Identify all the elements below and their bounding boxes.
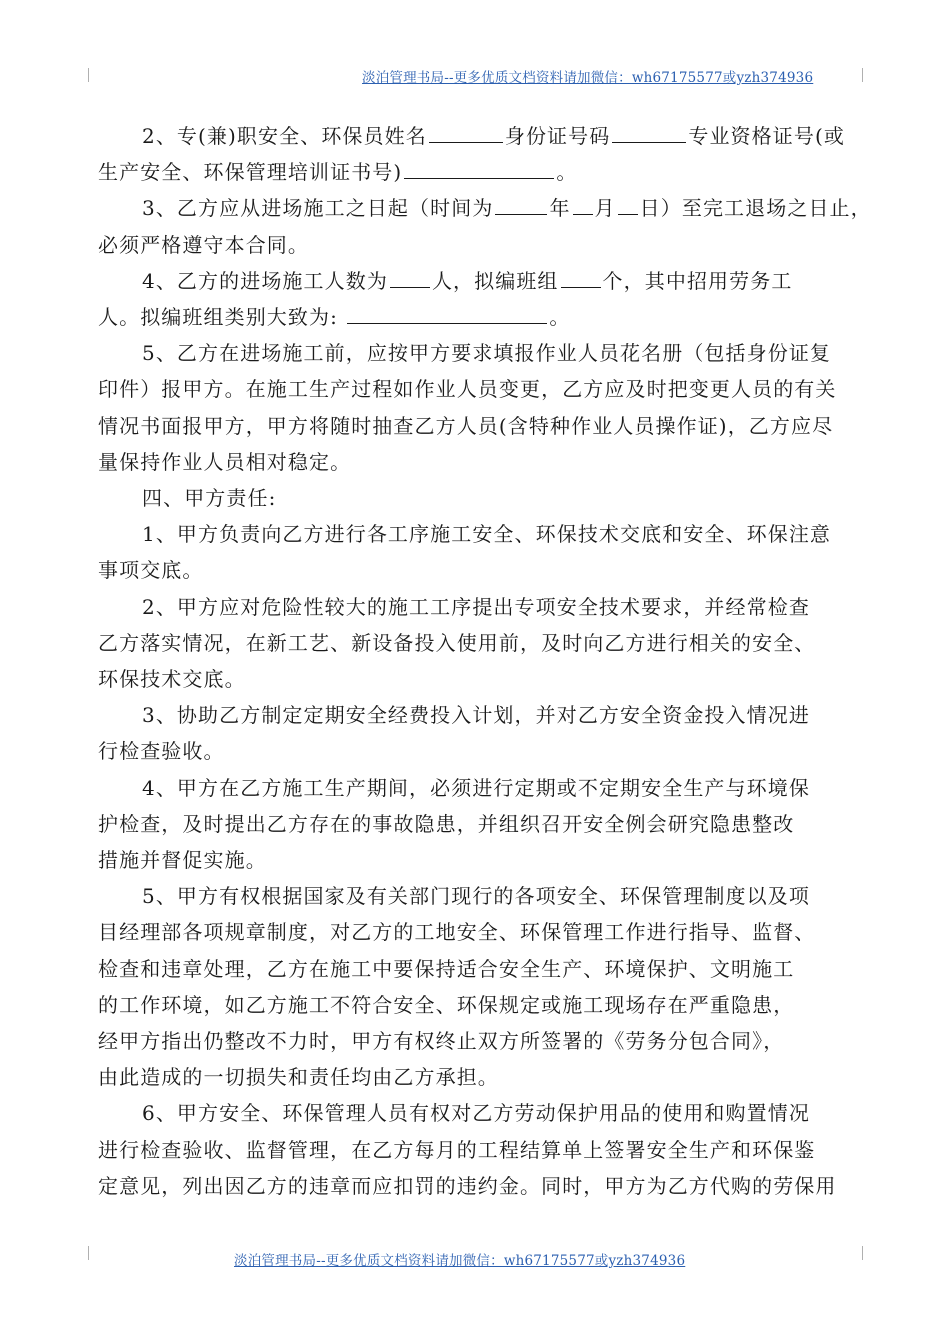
text: 3、乙方应从进场施工之日起（时间为: [142, 196, 494, 221]
text: 2、甲方应对危险性较大的施工工序提出专项安全技术要求，并经常检查: [142, 594, 810, 619]
month-blank[interactable]: [573, 192, 593, 215]
document-body: [98, 118, 872, 1204]
team-types-blank[interactable]: [347, 301, 547, 324]
text: 生产安全、环保管理培训证书号): [98, 160, 403, 185]
duty-item-2: [98, 589, 864, 698]
duty-item-6: [98, 1095, 864, 1204]
team-count-blank[interactable]: [561, 265, 601, 288]
text: 人。拟编班组类别大致为:: [98, 305, 338, 330]
text: 1、甲方负责向乙方进行各工序施工安全、环保技术交底和安全、环保注意: [142, 522, 832, 547]
day-blank[interactable]: [618, 192, 638, 215]
crop-mark-top-left: [88, 68, 89, 82]
text: 事项交底。: [98, 558, 204, 583]
paragraph-2: [98, 118, 864, 190]
text: 4、甲方在乙方施工生产期间，必须进行定期或不定期安全生产与环境保: [142, 775, 810, 800]
footer-watermark-link[interactable]: 淡泊管理书局--更多优质文档资料请加微信：wh67175577或yzh374936: [234, 1253, 686, 1269]
year-blank[interactable]: [495, 192, 547, 215]
text: 量保持作业人员相对稳定。: [98, 449, 352, 474]
crop-mark-bottom-left: [88, 1246, 89, 1260]
text: 情况书面报甲方，甲方将随时抽查乙方人员(含特种作业人员操作证)，乙方应尽: [98, 413, 834, 438]
text: 乙方落实情况，在新工艺、新设备投入使用前，及时向乙方进行相关的安全、: [98, 630, 816, 655]
text: 环保技术交底。: [98, 667, 246, 692]
text: 护检查，及时提出乙方存在的事故隐患，并组织召开安全例会研究隐患整改: [98, 811, 795, 836]
text: 5、甲方有权根据国家及有关部门现行的各项安全、环保管理制度以及项: [142, 884, 810, 909]
paragraph-3: [98, 190, 872, 262]
text: 个，其中招用劳务工: [602, 268, 793, 293]
id-number-blank[interactable]: [612, 120, 686, 143]
text: 2、专(兼)职安全、环保员姓名: [142, 124, 427, 148]
text: 日）至完工退场之日止，: [639, 196, 872, 221]
text: 印件）报甲方。在施工生产过程如作业人员变更，乙方应及时把变更人员的有关: [98, 377, 837, 402]
duty-item-1: [98, 516, 864, 588]
text: 6、甲方安全、环保管理人员有权对乙方劳动保护用品的使用和购置情况: [142, 1101, 810, 1126]
paragraph-4: [98, 263, 864, 335]
text: 5、乙方在进场施工前，应按甲方要求填报作业人员花名册（包括身份证复: [142, 341, 832, 366]
text: 年: [549, 196, 571, 221]
headcount-blank[interactable]: [390, 265, 430, 288]
certificate-blank[interactable]: [404, 156, 554, 179]
text: 由此造成的一切损失和责任均由乙方承担。: [98, 1065, 499, 1090]
text: 专业资格证号(或: [688, 124, 845, 148]
header-watermark-link[interactable]: 淡泊管理书局--更多优质文档资料请加微信：wh67175577或yzh374936: [362, 70, 814, 86]
section-heading-party-a-duties: 四、甲方责任:: [142, 486, 277, 511]
text: 。: [549, 305, 571, 330]
text: 定意见，列出因乙方的违章而应扣罚的违约金。同时，甲方为乙方代购的劳保用: [98, 1173, 837, 1198]
name-blank[interactable]: [429, 120, 503, 143]
text: 必须严格遵守本合同。: [98, 232, 309, 257]
text: 检查和违章处理，乙方在施工中要保持适合安全生产、环境保护、文明施工: [98, 956, 795, 981]
text: 经甲方指出仍整改不力时，甲方有权终止双方所签署的《劳务分包合同》，: [98, 1029, 785, 1054]
text: 措施并督促实施。: [98, 848, 267, 873]
crop-mark-bottom-right: [862, 1246, 863, 1260]
crop-mark-top-right: [862, 68, 863, 82]
duty-item-5: [98, 878, 864, 1095]
text: 。: [556, 160, 578, 185]
text: 进行检查验收、监督管理，在乙方每月的工程结算单上签署安全生产和环保鉴: [98, 1137, 816, 1162]
text: 目经理部各项规章制度，对乙方的工地安全、环保管理工作进行指导、监督、: [98, 920, 816, 945]
duty-item-3: [98, 697, 864, 769]
text: 行检查验收。: [98, 739, 225, 764]
text: 月: [594, 196, 616, 221]
text: 3、协助乙方制定定期安全经费投入计划，并对乙方安全资金投入情况进: [142, 703, 810, 728]
text: 的工作环境，如乙方施工不符合安全、环保规定或施工现场存在严重隐患，: [98, 992, 795, 1017]
paragraph-5: [98, 335, 864, 480]
text: 人，拟编班组: [431, 268, 559, 293]
duty-item-4: [98, 770, 864, 879]
text: 4、乙方的进场施工人数为: [142, 268, 388, 293]
text: 身份证号码: [504, 124, 611, 148]
